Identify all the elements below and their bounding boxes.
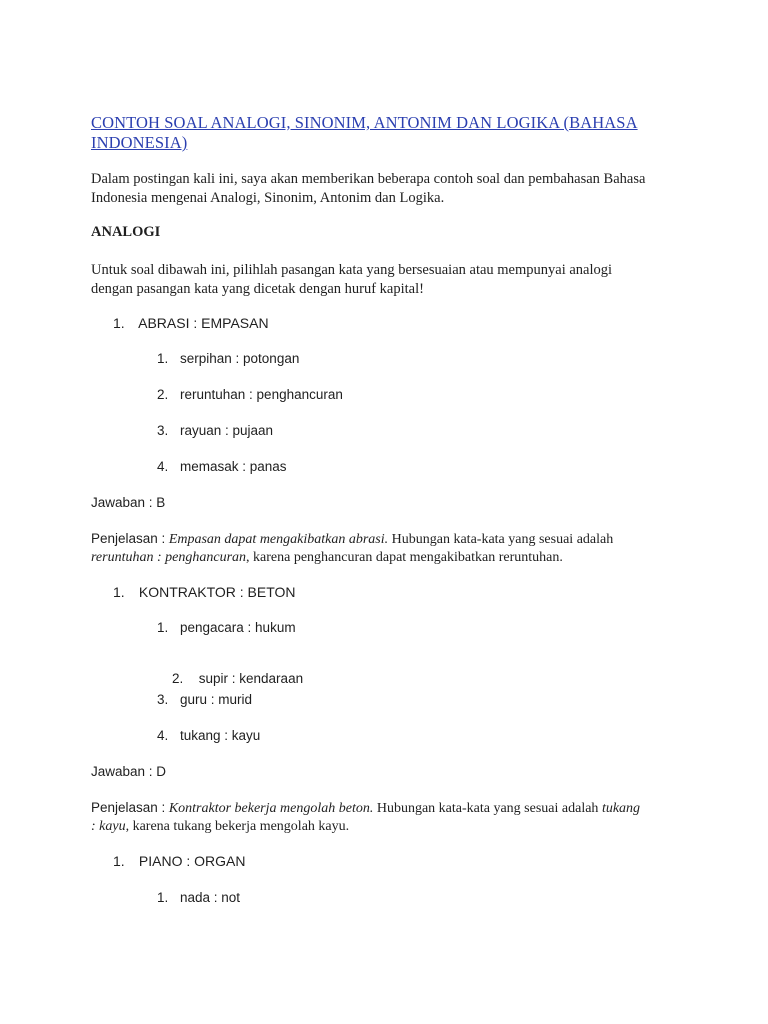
explanation-line-2 [91,818,691,836]
option-item [157,459,287,474]
intro-paragraph [91,170,691,208]
option-number: 1. [157,351,169,366]
question-stem: PIANO : ORGAN [138,853,246,869]
explanation-text: , karena penghancuran dapat mengakibatkan reruntuhan. [246,550,563,565]
option-text: reruntuhan : penghancuran [180,387,343,402]
option-text: tukang : kayu [180,728,261,743]
explanation-paragraph [91,799,691,836]
option-number: 4. [157,459,169,474]
instruction-paragraph [91,261,691,299]
option-text: rayuan : pujaan [180,423,274,438]
explanation-italic: reruntuhan : penghancuran [91,550,247,565]
option-number: 1. [157,890,169,905]
option-number: 1. [157,620,169,635]
question-number: 1. [113,315,125,331]
question-stem: KONTRAKTOR : BETON [138,584,296,600]
intro-line-2: Indonesia mengenai Analogi, Sinonim, Antonim dan Logika. [91,190,445,206]
explanation-italic: : kayu [91,819,126,834]
option-text: pengacara : hukum [180,620,296,635]
instruction-line-1: Untuk soal dibawah ini, pilihlah pasangan kata yang bersesuaian atau mempunyai analogi [91,262,613,278]
option-item [157,423,273,438]
explanation-text: , karena tukang bekerja mengolah kayu. [125,819,350,834]
option-number: 3. [157,692,169,707]
option-number: 2. [157,387,169,402]
question-stem: ABRASI : EMPASAN [138,315,269,331]
intro-line-1: Dalam postingan kali ini, saya akan memberikan beberapa contoh soal dan pembahasan Bahasa [91,171,646,187]
option-item [157,692,252,707]
option-text: supir : kendaraan [195,671,304,686]
option-item [157,387,343,402]
option-number: 4. [157,728,169,743]
question-number: 1. [113,853,125,869]
answer-text: Jawaban : B [91,495,166,510]
explanation-line-1 [91,799,691,818]
explanation-label: Penjelasan : [91,531,166,546]
question-number: 1. [113,584,125,600]
option-item [157,620,296,635]
explanation-italic: Kontraktor bekerja mengolah beton. [168,801,374,816]
option-text: memasak : panas [180,459,287,474]
explanation-text: Hubungan kata-kata yang sesuai adalah [373,801,602,816]
option-item [157,351,299,366]
explanation-italic: Empasan dapat mengakibatkan abrasi. [168,532,389,547]
question-1 [113,315,269,331]
option-text: serpihan : potongan [180,351,300,366]
section-heading: ANALOGI [91,224,161,240]
question-2 [113,584,296,600]
option-number: 3. [157,423,169,438]
option-text: nada : not [180,890,241,905]
option-item [157,890,240,905]
explanation-italic: tukang [601,801,641,816]
explanation-label: Penjelasan : [91,800,166,815]
explanation-line-1 [91,530,691,549]
option-text: guru : murid [180,692,253,707]
explanation-paragraph [91,530,691,567]
instruction-line-2: dengan pasangan kata yang dicetak dengan huruf kapital! [91,281,424,297]
explanation-text: Hubungan kata-kata yang sesuai adalah [388,532,614,547]
option-number: 2. [172,671,184,686]
document-title-link[interactable]: CONTOH SOAL ANALOGI, SINONIM, ANTONIM DAN LOGIKA (BAHASA INDONESIA) [91,113,638,152]
answer-text: Jawaban : D [91,764,167,779]
explanation-line-2 [91,549,691,567]
option-item [157,728,260,743]
question-3 [113,853,245,869]
